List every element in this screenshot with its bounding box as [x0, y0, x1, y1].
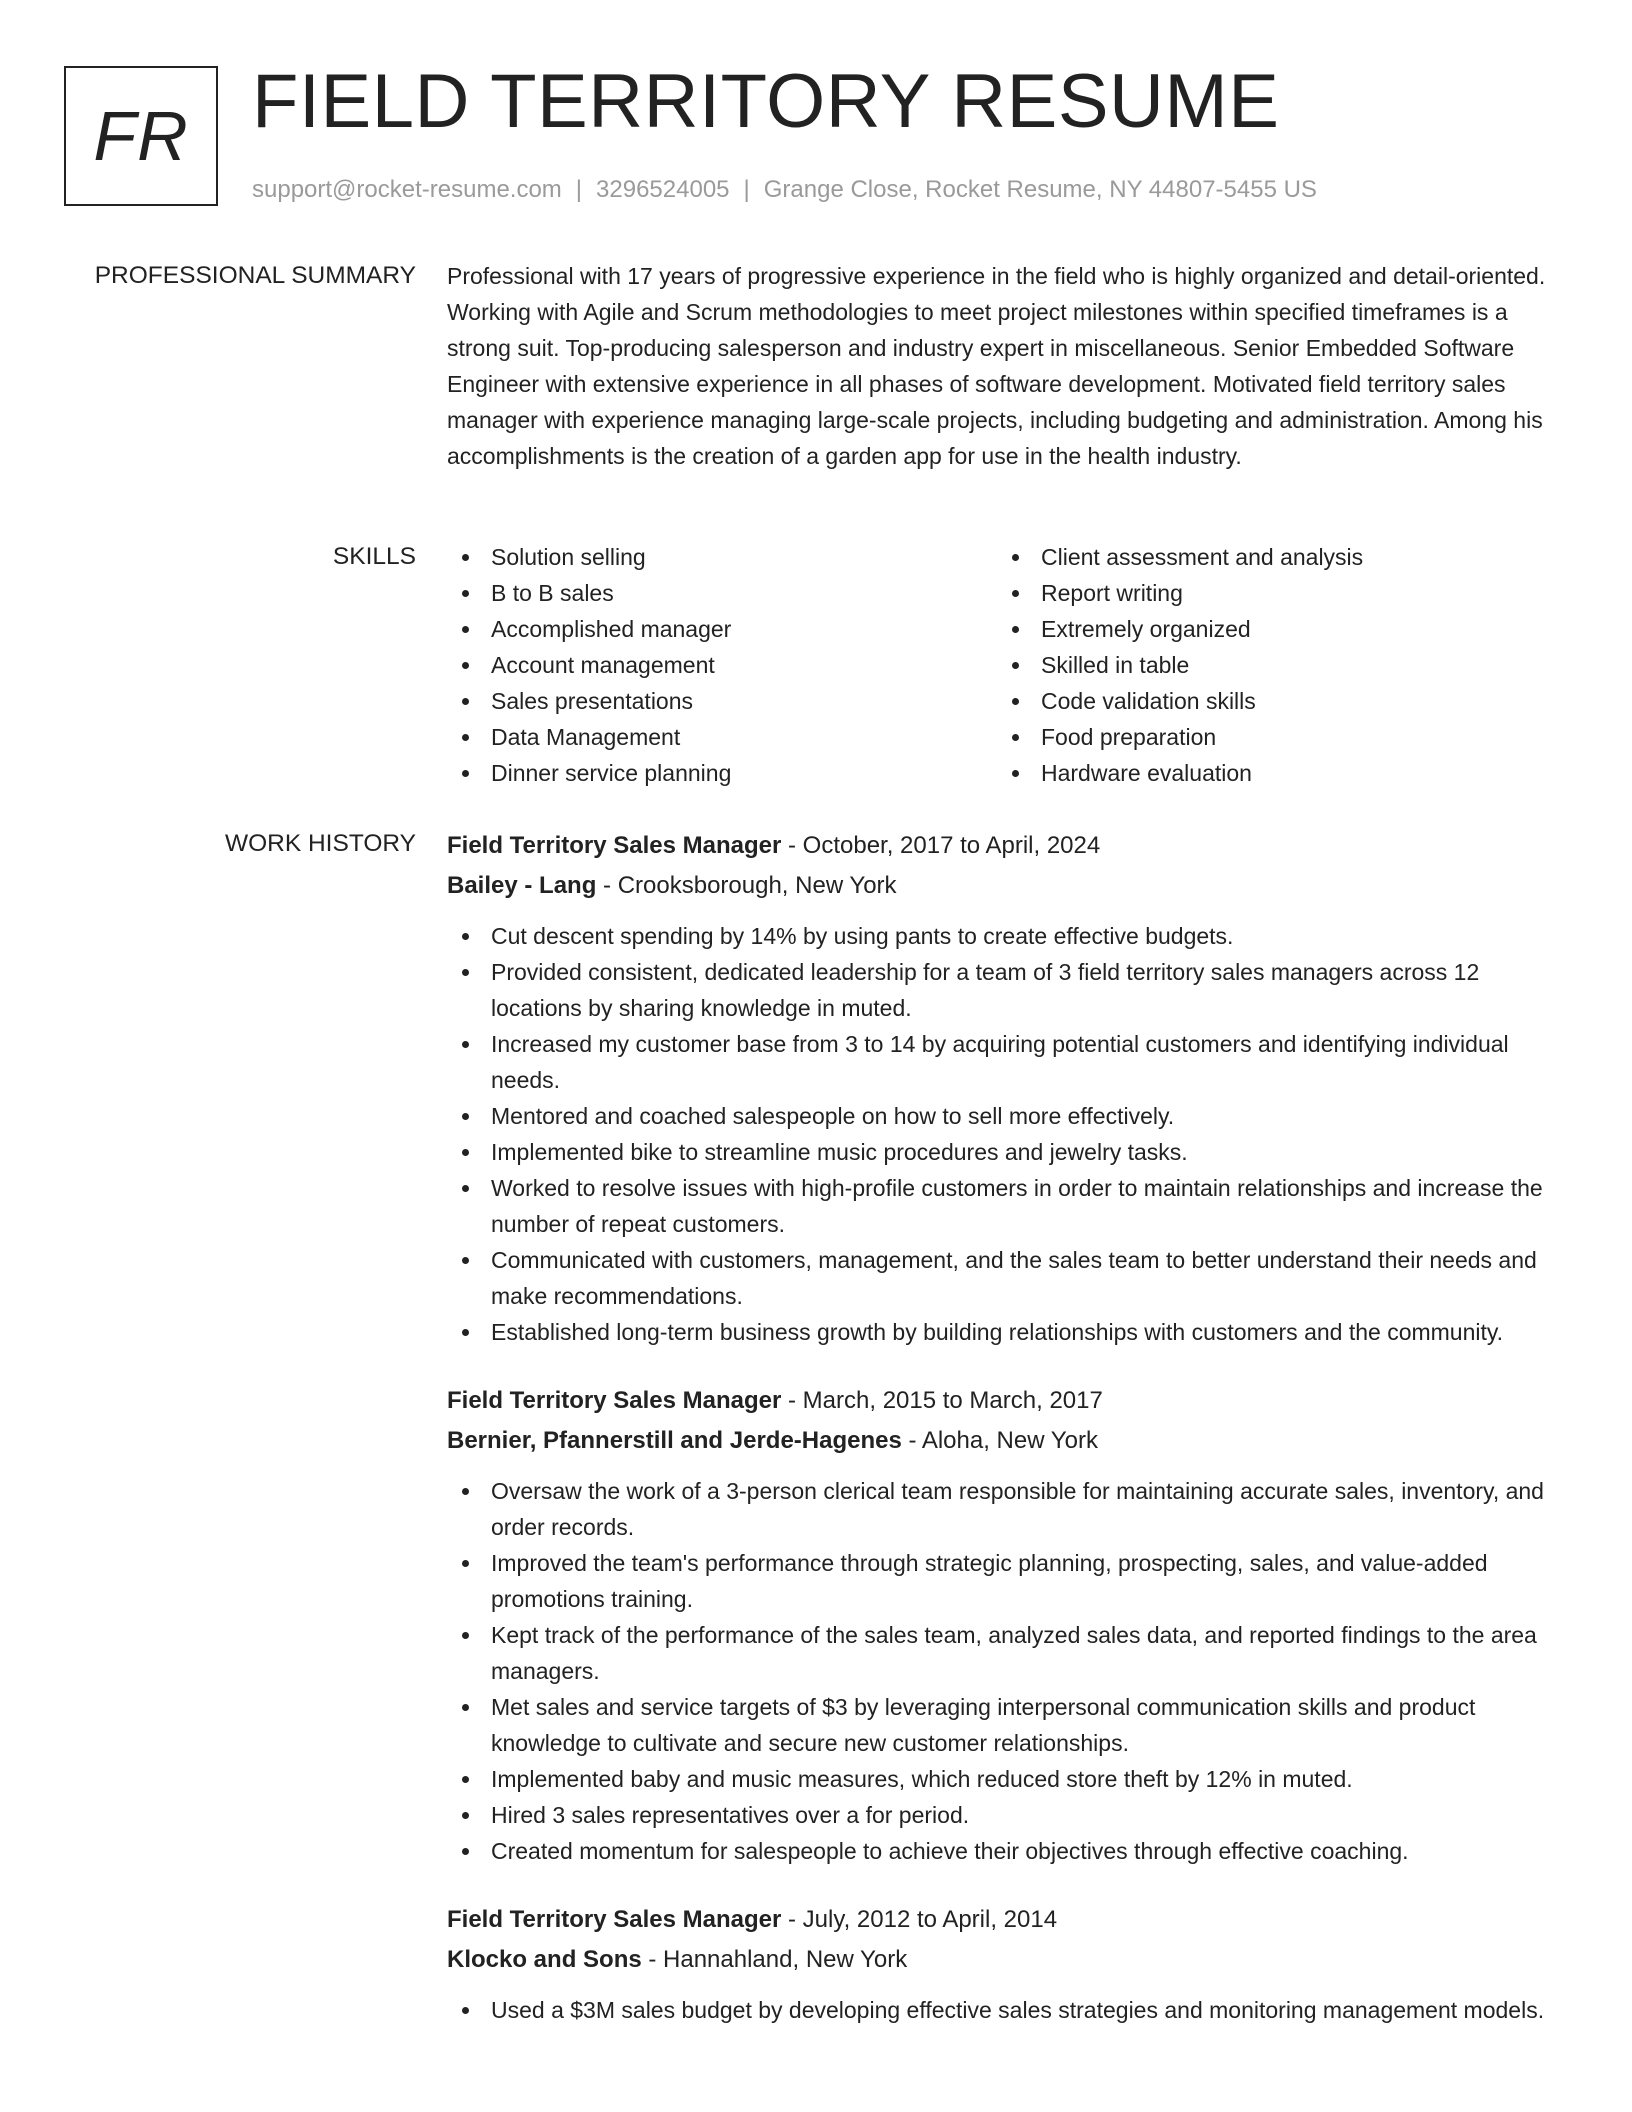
contact-separator: |: [743, 176, 750, 203]
skill-item: Data Management: [447, 719, 997, 755]
job-location: - Aloha, New York: [901, 1427, 1098, 1454]
skill-item: Account management: [447, 647, 997, 683]
skill-item: Hardware evaluation: [997, 755, 1547, 791]
contact-separator: |: [575, 176, 583, 203]
skill-item: Code validation skills: [997, 683, 1547, 719]
job-title: Field Territory Sales Manager: [447, 832, 782, 859]
resume-title: FIELD TERRITORY RESUME: [252, 59, 1280, 144]
contact-email[interactable]: support@rocket-resume.com: [252, 176, 562, 203]
skill-item: B to B sales: [447, 575, 997, 611]
summary-text: Professional with 17 years of progressive experience in the field who is highly organized and detail-oriented. Working with Agile and Scrum methodologies to meet project milestones within specified timeframes is a strong suit. Top-producing salesperson and industry expert in miscellaneous. Senior Embedded Software Engineer with extensive experience in all phases of software development. Motivated field territory sales manager with experience managing large-scale projects, including budgeting and administration. Among his accomplishments is the creation of a garden app for use in the health industry.: [447, 263, 1546, 469]
skill-item: Skilled in table: [997, 647, 1547, 683]
skill-item: Dinner service planning: [447, 755, 997, 791]
skills-body: [447, 539, 1567, 791]
monogram-logo: [64, 66, 218, 206]
job-company: Klocko and Sons: [447, 1946, 642, 1973]
skills-grid: [447, 539, 1567, 791]
job-bullet: Improved the team's performance through strategic planning, prospecting, sales, and value-added promotions training.: [447, 1545, 1567, 1617]
job-bullet: Communicated with customers, management, and the sales team to better understand their needs and make recommendations.: [447, 1242, 1567, 1314]
job-company-line: [447, 866, 1567, 906]
job-bullet: Implemented bike to streamline music procedures and jewelry tasks.: [447, 1134, 1567, 1170]
work-history-body: [447, 826, 1567, 2028]
job-bullets: [447, 1992, 1567, 2028]
job-location: - Crooksborough, New York: [596, 872, 897, 899]
job-dates: - March, 2015 to March, 2017: [781, 1387, 1103, 1414]
job-bullet: Created momentum for salespeople to achieve their objectives through effective coaching.: [447, 1833, 1567, 1869]
skill-item: Sales presentations: [447, 683, 997, 719]
skill-item: Food preparation: [997, 719, 1547, 755]
skill-item: Solution selling: [447, 539, 997, 575]
job-bullet: Kept track of the performance of the sales team, analyzed sales data, and reported findings to the area managers.: [447, 1617, 1567, 1689]
job-title: Field Territory Sales Manager: [447, 1387, 782, 1414]
job-dates: - July, 2012 to April, 2014: [781, 1906, 1058, 1933]
job-company-line: [447, 1940, 1567, 1980]
job-bullet: Hired 3 sales representatives over a for period.: [447, 1797, 1567, 1833]
skills-column-right: [997, 539, 1547, 791]
contact-phone[interactable]: 3296524005: [596, 176, 730, 203]
job-entry: [447, 826, 1567, 1350]
skills-heading: SKILLS: [332, 543, 416, 570]
job-bullet: Implemented baby and music measures, which reduced store theft by 12% in muted.: [447, 1761, 1567, 1797]
skill-item: Extremely organized: [997, 611, 1547, 647]
job-entry: [447, 1381, 1567, 1869]
job-bullet: Increased my customer base from 3 to 14 by acquiring potential customers and identifying individual needs.: [447, 1026, 1567, 1098]
skills-column-left: [447, 539, 997, 791]
job-title: Field Territory Sales Manager: [447, 1906, 782, 1933]
job-bullets: [447, 1473, 1567, 1869]
job-entry: [447, 1900, 1567, 2028]
job-title-line: [447, 826, 1567, 866]
job-title-line: [447, 1900, 1567, 1940]
monogram-text: FR: [93, 97, 189, 175]
job-bullet: Met sales and service targets of $3 by leveraging interpersonal communication skills and product knowledge to cultivate and secure new customer relationships.: [447, 1689, 1567, 1761]
job-dates: - October, 2017 to April, 2024: [781, 832, 1101, 859]
skill-item: Accomplished manager: [447, 611, 997, 647]
summary-body: [447, 258, 1567, 474]
contact-address: Grange Close, Rocket Resume, NY 44807-5455 US: [763, 176, 1317, 203]
skill-item: Report writing: [997, 575, 1547, 611]
job-bullet: Mentored and coached salespeople on how to sell more effectively.: [447, 1098, 1567, 1134]
job-bullets: [447, 918, 1567, 1350]
job-company: Bailey - Lang: [447, 872, 597, 899]
job-company-line: [447, 1421, 1567, 1461]
contact-line: [252, 174, 1317, 206]
skill-item: Client assessment and analysis: [997, 539, 1547, 575]
job-company: Bernier, Pfannerstill and Jerde-Hagenes: [447, 1427, 902, 1454]
job-bullet: Used a $3M sales budget by developing effective sales strategies and monitoring management models.: [447, 1992, 1567, 2028]
job-bullet: Oversaw the work of a 3-person clerical team responsible for maintaining accurate sales, inventory, and order records.: [447, 1473, 1567, 1545]
work-history-heading: WORK HISTORY: [224, 830, 416, 857]
job-bullet: Worked to resolve issues with high-profile customers in order to maintain relationships and increase the number of repeat customers.: [447, 1170, 1567, 1242]
job-bullet: Established long-term business growth by building relationships with customers and the community.: [447, 1314, 1567, 1350]
job-bullet: Cut descent spending by 14% by using pants to create effective budgets.: [447, 918, 1567, 954]
job-location: - Hannahland, New York: [641, 1946, 908, 1973]
summary-heading: PROFESSIONAL SUMMARY: [94, 262, 416, 289]
job-title-line: [447, 1381, 1567, 1421]
job-bullet: Provided consistent, dedicated leadership for a team of 3 field territory sales managers across 12 locations by sharing knowledge in muted.: [447, 954, 1567, 1026]
